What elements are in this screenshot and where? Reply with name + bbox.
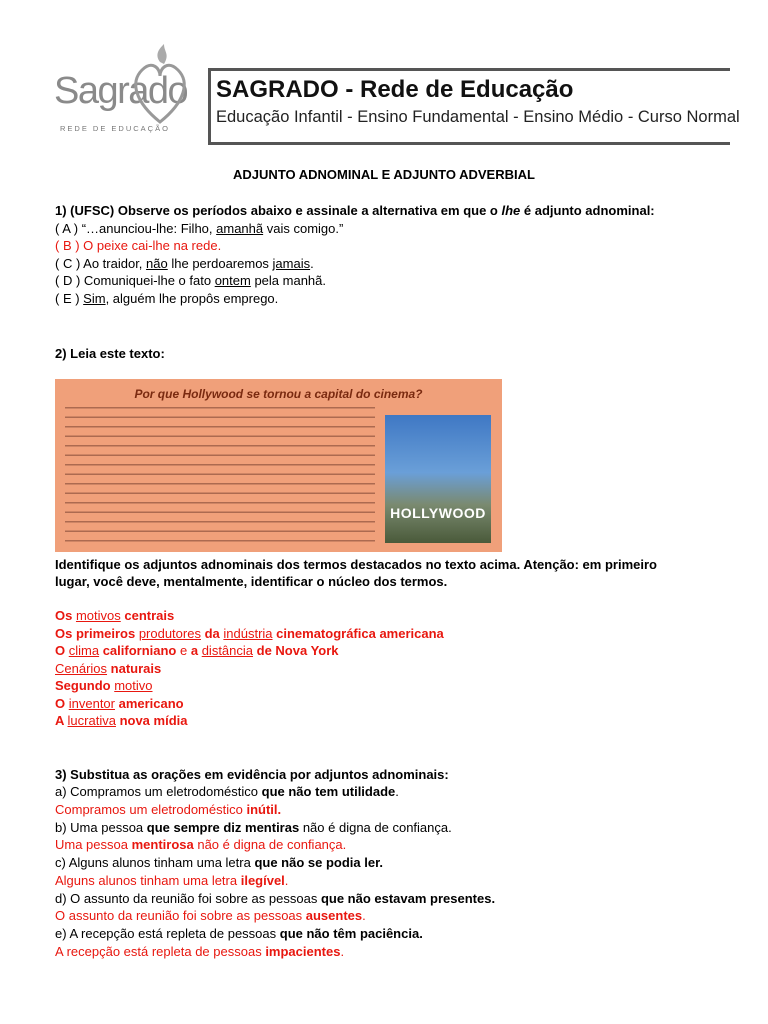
q1-option-d: ( D ) Comuniquei-lhe o fato ontem pela manhã. bbox=[55, 273, 326, 288]
logo-wordmark: Sagrado bbox=[54, 70, 188, 112]
q2-instruction-line1: Identifique os adjuntos adnominais dos termos destacados no texto acima. Atenção: em primeiro bbox=[55, 557, 657, 572]
sagrado-logo bbox=[52, 48, 192, 148]
q3-answer-e: A recepção está repleta de pessoas impacientes. bbox=[55, 944, 345, 959]
q3-prompt: 3) Substitua as orações em evidência por adjuntos adnominais: bbox=[55, 767, 449, 782]
q2-answer-4: Cenários naturais bbox=[55, 661, 162, 676]
q3-item-c: c) Alguns alunos tinham uma letra que não se podia ler. bbox=[55, 855, 384, 870]
magazine-excerpt-image bbox=[55, 379, 502, 552]
q2-answer-2: Os primeiros produtores da indústria cinematográfica americana bbox=[55, 626, 444, 641]
q3-answer-c: Alguns alunos tinham uma letra ilegível. bbox=[55, 873, 289, 888]
q1-prompt: 1) (UFSC) Observe os períodos abaixo e assinale a alternativa em que o lhe é adjunto adnominal: bbox=[55, 203, 655, 218]
logo-tagline: REDE DE EDUCAÇÃO bbox=[60, 124, 170, 133]
q1-option-b-correct: ( B ) O peixe cai-lhe na rede. bbox=[55, 238, 222, 253]
hollywood-sign-label: HOLLYWOOD bbox=[390, 505, 486, 521]
q3-item-d: d) O assunto da reunião foi sobre as pessoas que não estavam presentes. bbox=[55, 891, 496, 906]
magazine-body-text bbox=[65, 407, 375, 542]
q3-item-b: b) Uma pessoa que sempre diz mentiras não é digna de confiança. bbox=[55, 820, 452, 835]
q3-item-e: e) A recepção está repleta de pessoas que não têm paciência. bbox=[55, 926, 423, 941]
q3-answer-d: O assunto da reunião foi sobre as pessoas ausentes. bbox=[55, 908, 366, 923]
header-subtitle: Educação Infantil - Ensino Fundamental - Ensino Médio - Curso Normal bbox=[216, 108, 740, 126]
header-rule-left bbox=[208, 68, 211, 145]
q1-option-a: ( A ) “…anunciou-lhe: Filho, amanhã vais comigo.” bbox=[55, 221, 344, 236]
q2-answer-5: Segundo motivo bbox=[55, 678, 153, 693]
q2-prompt: 2) Leia este texto: bbox=[55, 346, 165, 361]
q1-option-c: ( C ) Ao traidor, não lhe perdoaremos jamais. bbox=[55, 256, 314, 271]
q2-answer-6: O inventor americano bbox=[55, 696, 184, 711]
q2-answer-1: Os motivos centrais bbox=[55, 608, 175, 623]
q2-answer-7: A lucrativa nova mídia bbox=[55, 713, 188, 728]
heart-flame-icon bbox=[130, 42, 190, 132]
header-rule-bottom bbox=[208, 142, 730, 145]
q2-answer-3: O clima californiano e a distância de Nova York bbox=[55, 643, 339, 658]
q3-answer-b: Uma pessoa mentirosa não é digna de confiança. bbox=[55, 837, 347, 852]
header-title: SAGRADO - Rede de Educação bbox=[216, 76, 574, 103]
header-rule-top bbox=[208, 68, 730, 71]
magazine-heading: Por que Hollywood se tornou a capital do cinema? bbox=[134, 387, 423, 401]
document-title: ADJUNTO ADNOMINAL E ADJUNTO ADVERBIAL bbox=[233, 167, 535, 182]
hollywood-sign-photo bbox=[385, 415, 491, 543]
q3-answer-a: Compramos um eletrodoméstico inútil. bbox=[55, 802, 282, 817]
q1-option-e: ( E ) Sim, alguém lhe propôs emprego. bbox=[55, 291, 279, 306]
q3-item-a: a) Compramos um eletrodoméstico que não tem utilidade. bbox=[55, 784, 399, 799]
q2-instruction-line2: lugar, você deve, mentalmente, identificar o núcleo dos termos. bbox=[55, 574, 448, 589]
